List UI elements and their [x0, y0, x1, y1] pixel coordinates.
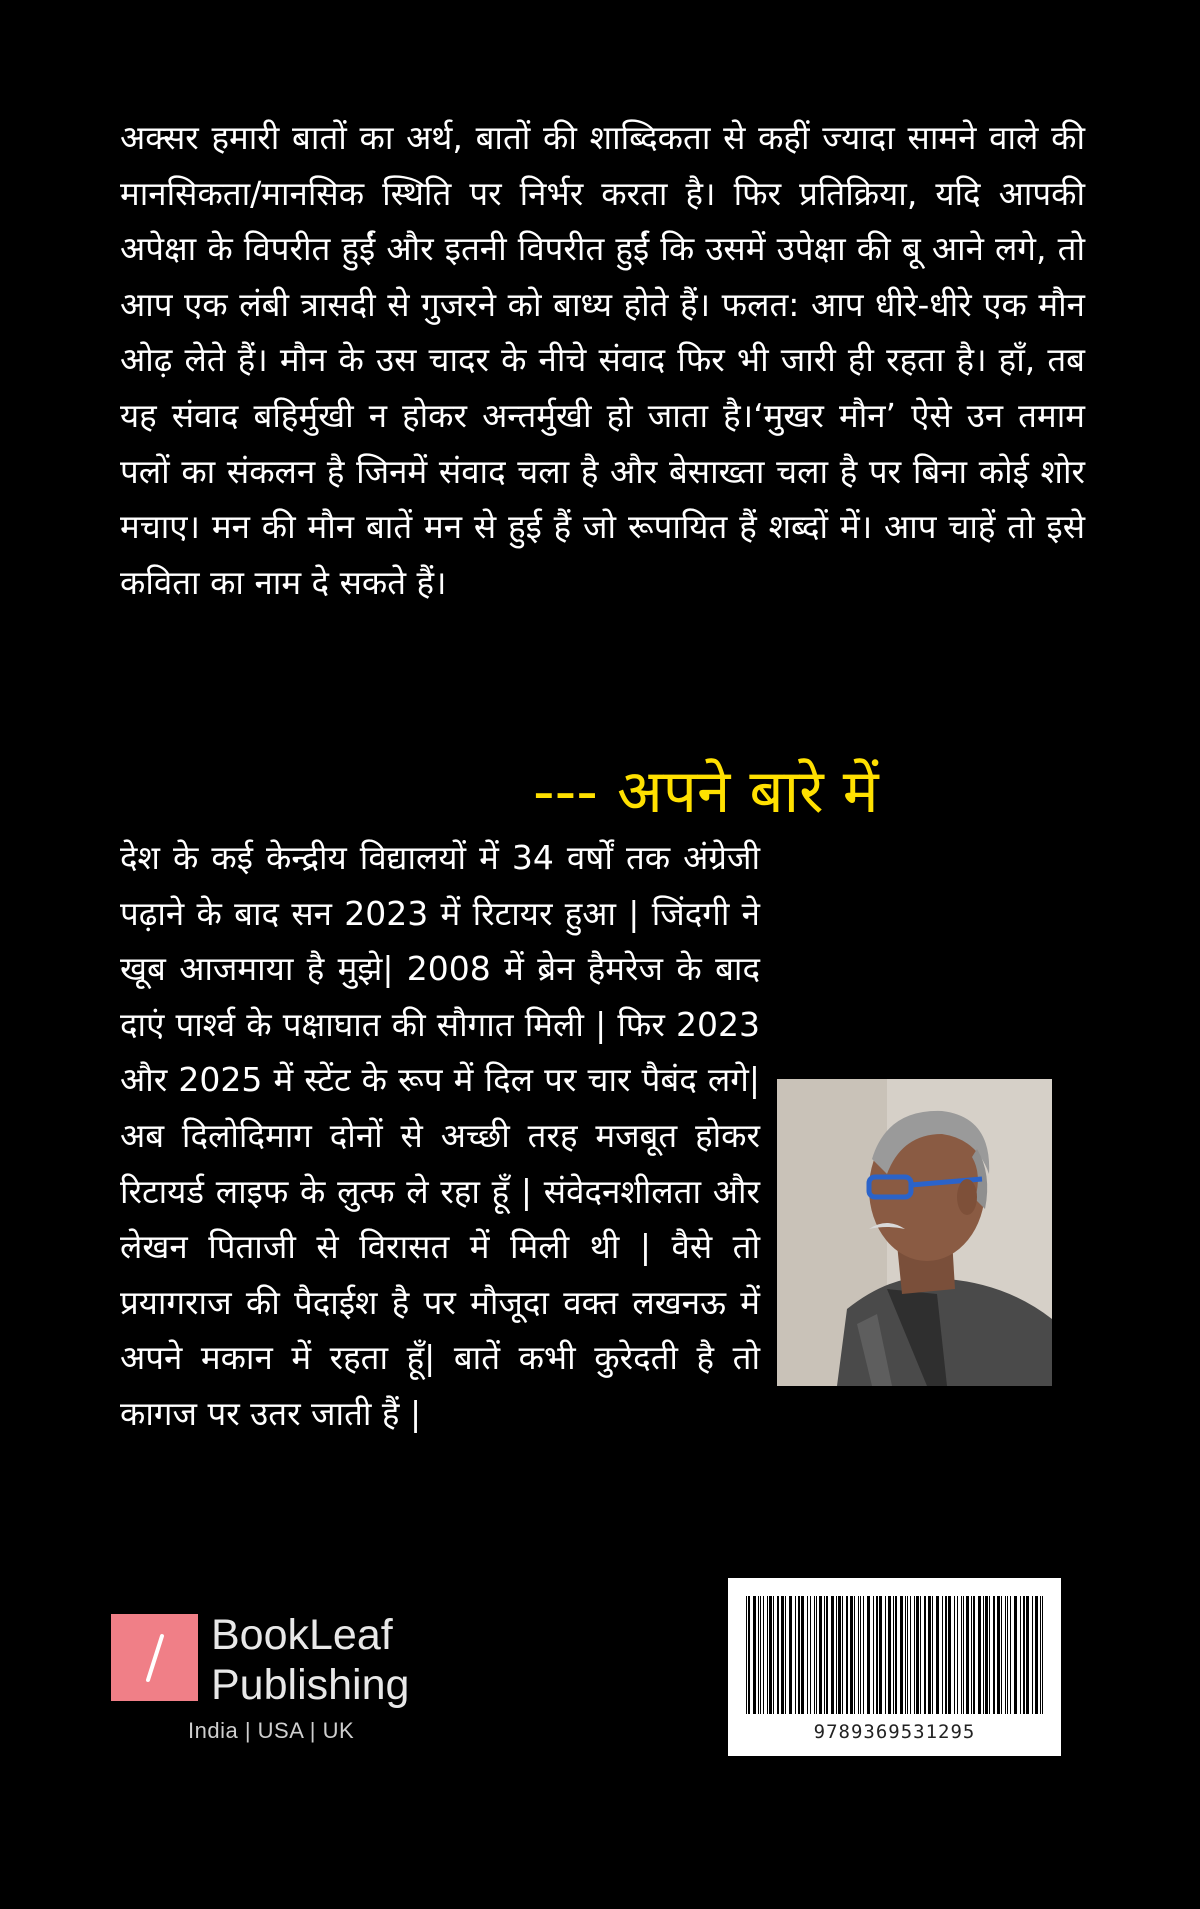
barcode-bar [900, 1596, 903, 1714]
barcode-bar [895, 1596, 897, 1714]
publisher-name [211, 1610, 409, 1710]
barcode-bar [863, 1596, 864, 1714]
barcode-bar [824, 1596, 825, 1714]
barcode-bar [1032, 1596, 1033, 1714]
barcode-bar [854, 1596, 855, 1714]
barcode-bar [997, 1596, 1000, 1714]
barcode-bar [907, 1596, 908, 1714]
barcode-bar [810, 1596, 811, 1714]
barcode-bar [1023, 1596, 1025, 1714]
barcode-bar [893, 1596, 894, 1714]
barcode-bar [831, 1596, 834, 1714]
barcode-bar [928, 1596, 931, 1714]
barcode-bar [798, 1596, 800, 1714]
barcode-bar [819, 1596, 822, 1714]
barcode-bar [767, 1596, 768, 1714]
barcode-bar [942, 1596, 943, 1714]
barcode-bar [916, 1596, 919, 1714]
barcode-bar [1010, 1596, 1011, 1714]
barcode-bar [989, 1596, 990, 1714]
barcode-bar [885, 1596, 886, 1714]
barcode-bar [873, 1596, 874, 1714]
barcode-bar [973, 1596, 975, 1714]
author-bio: देश के कई केन्द्रीय विद्यालयों में 34 वर्षों तक अंग्रेजी पढ़ाने के बाद सन 2023 में रिटायर हुआ | जिंदगी ने खूब आजमाया है मुझे| 2008 में ब्रेन हैमरेज के बाद दाएं पार्श्व के पक्षाघात की सौगात मिली | फिर 2023 और 2025 में स्टेंट के रूप में दिल पर चार पैबंद लगे| अब दिलोदिमाग दोनों से अच्छी तरह मजबूत होकर रिटायर्ड लाइफ के लुत्फ ले रहा हूँ | संवेदनशीलता और लेखन पिताजी से विरासत में मिली थी | वैसे तो प्रयागराज की पैदाईश है पर मौजूदा वक्त लखनऊ में अपने मकान में रहता हूँ| बातें कभी कुरेदती है तो कागज पर उतर जाती हैं | [120, 838, 760, 1433]
barcode-bar [763, 1596, 764, 1714]
barcode-bar [961, 1596, 962, 1714]
barcode-bar [924, 1596, 926, 1714]
barcode-bar [760, 1596, 761, 1714]
barcode-bar [983, 1596, 984, 1714]
barcode-bar [1007, 1596, 1008, 1714]
barcode-bar [867, 1596, 870, 1714]
isbn-number: 9789369531295 [813, 1721, 976, 1743]
barcode-bar [910, 1596, 911, 1714]
barcode-bar [748, 1596, 750, 1714]
barcode-bar [1014, 1596, 1017, 1714]
barcode-bar [954, 1596, 955, 1714]
barcode-bar [789, 1596, 792, 1714]
barcode-bar [945, 1596, 947, 1714]
barcode-bar [1026, 1596, 1029, 1714]
publisher-logo-icon [111, 1614, 198, 1701]
back-cover-blurb: अक्सर हमारी बातों का अर्थ, बातों की शाब्दिकता से कहीं ज्यादा सामने वाले की मानसिकता/मानसिक स्थिति पर निर्भर करता है। फिर प्रतिक्रिया, यदि आपकी अपेक्षा के विपरीत हुईं और इतनी विपरीत हुईं कि उसमें उपेक्षा की बू आने लगे, तो आप एक लंबी त्रासदी से गुजरने को बाध्य होते हैं। फलत: आप धीरे-धीरे एक मौन ओढ़ लेते हैं। मौन के उस चादर के नीचे संवाद फिर भी जारी ही रहता है। हाँ, तब यह संवाद बहिर्मुखी न होकर अन्तर्मुखी हो जाता है।‘मुखर मौन’ ऐसे उन तमाम पलों का संकलन है जिनमें संवाद चला है और बेसाख्ता चला है पर बिना कोई शोर मचाए। मन की मौन बातें मन से हुई हैं जो रूपायित हैं शब्दों में। आप चाहें तो इसे कविता का नाम दे सकते हैं। [120, 118, 1085, 602]
author-photo [777, 1079, 1052, 1386]
barcode-bar [842, 1596, 843, 1714]
barcode-bar [936, 1596, 939, 1714]
barcode-bar [957, 1596, 958, 1714]
barcode-bar [932, 1596, 933, 1714]
barcode-bar [773, 1596, 774, 1714]
barcode-bar [838, 1596, 841, 1714]
publisher-name-line2: Publishing [211, 1661, 410, 1709]
barcode-bar [785, 1596, 786, 1714]
barcode-bar [781, 1596, 784, 1714]
barcode-bar [966, 1596, 969, 1714]
barcode-bar [1035, 1596, 1038, 1714]
barcode-bar [758, 1596, 759, 1714]
isbn-barcode [728, 1578, 1061, 1756]
barcode-bar [963, 1596, 964, 1714]
barcode-bar [807, 1596, 808, 1714]
barcode-bar [860, 1596, 861, 1714]
barcode-bar [1042, 1596, 1043, 1714]
barcode-bar [850, 1596, 853, 1714]
barcode-bar [746, 1596, 747, 1714]
barcode-bar [948, 1596, 951, 1714]
barcode-bar [914, 1596, 915, 1714]
barcode-bar [826, 1596, 828, 1714]
barcode-bar [814, 1596, 815, 1714]
publisher-regions: India | USA | UK [188, 1718, 355, 1743]
barcode-bar [769, 1596, 772, 1714]
barcode-bar [836, 1596, 837, 1714]
barcode-bar [888, 1596, 891, 1714]
barcode-bar [1001, 1596, 1002, 1714]
barcode-bar [801, 1596, 804, 1714]
barcode-bar [993, 1596, 995, 1714]
barcode-bar [753, 1596, 756, 1714]
about-author-heading: --- अपने बारे में [533, 757, 879, 827]
barcode-bar [971, 1596, 972, 1714]
barcode-bar [816, 1596, 817, 1714]
barcode-bar [1005, 1596, 1006, 1714]
barcode-bar [905, 1596, 906, 1714]
publisher-name-line1: BookLeaf [211, 1611, 393, 1659]
barcode-bars [746, 1596, 1043, 1714]
barcode-bar [1020, 1596, 1021, 1714]
barcode-bar [846, 1596, 848, 1714]
barcode-bar [795, 1596, 796, 1714]
barcode-bar [1040, 1596, 1041, 1714]
barcode-bar [920, 1596, 921, 1714]
barcode-bar [978, 1596, 981, 1714]
barcode-bar [777, 1596, 779, 1714]
barcode-bar [879, 1596, 882, 1714]
barcode-bar [858, 1596, 859, 1714]
barcode-bar [985, 1596, 988, 1714]
barcode-bar [876, 1596, 878, 1714]
